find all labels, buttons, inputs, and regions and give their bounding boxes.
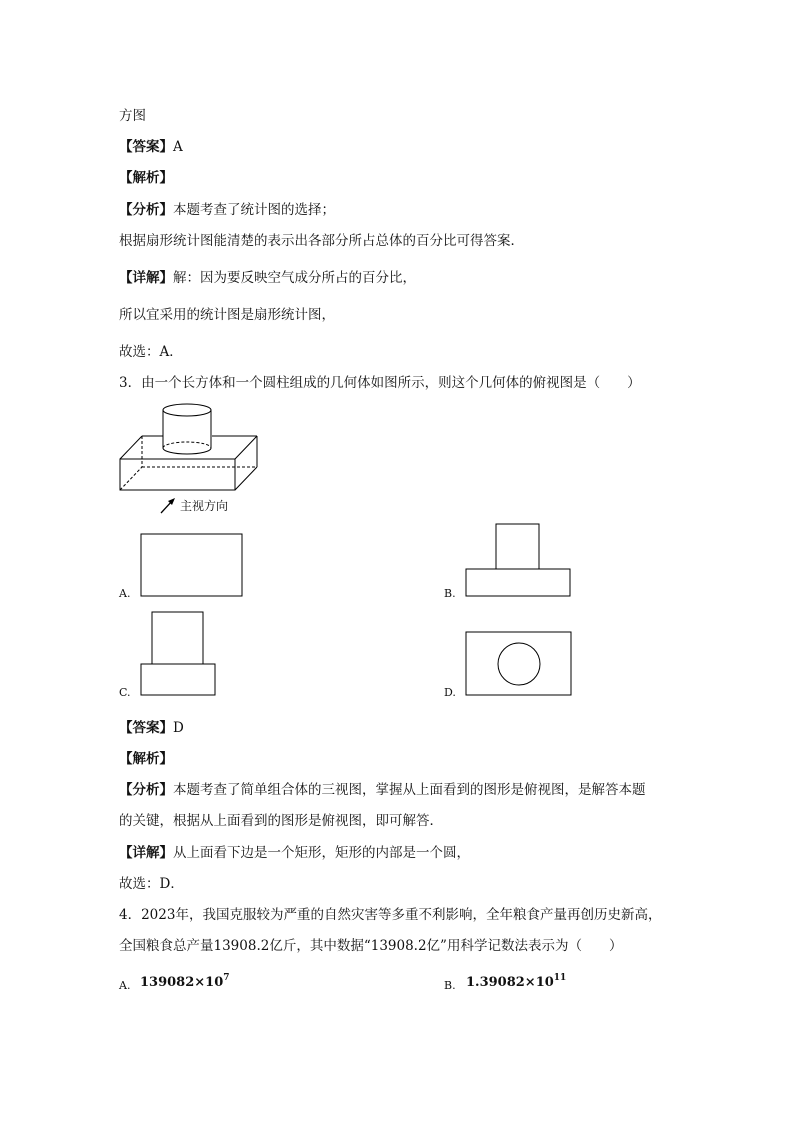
fenxi-text: 本题考查了简单组合体的三视图，掌握从上面看到的图形是俯视图，是解答本题 [173, 782, 646, 798]
option-a-figure [140, 533, 244, 597]
xiangjie-line [119, 266, 416, 286]
question-3-text: 3．由一个长方体和一个圆柱组成的几何体如图所示，则这个几何体的俯视图是（ ） [119, 375, 641, 391]
xiangjie-text: 解：因为要反映空气成分所占的百分比， [173, 270, 416, 286]
option-b-expression [466, 973, 566, 990]
fenxi-text: 本题考查了统计图的选择； [173, 202, 335, 218]
xiangjie-text: 从上面看下边是一个矩形，矩形的内部是一个圆， [173, 845, 470, 861]
option-c-label: C. [119, 686, 131, 699]
conclusion: 故选：A． [119, 344, 183, 360]
option-a-label-q4: A. [119, 979, 131, 992]
option-a-expression [140, 973, 230, 990]
option-b-label-q4: B. [444, 979, 456, 992]
paragraph: 的关键，根据从上面看到的图形是俯视图，即可解答． [119, 813, 443, 829]
option-d-label: D. [444, 686, 456, 699]
option-a-label: A. [119, 587, 131, 600]
xiangjie-label: 【详解】 [119, 270, 173, 286]
solid-figure [118, 398, 268, 498]
fenxi-label: 【分析】 [119, 782, 173, 798]
answer-line-q3 [119, 716, 184, 736]
xiangjie-line [119, 841, 470, 861]
paragraph: 根据扇形统计图能清楚的表示出各部分所占总体的百分比可得答案． [119, 233, 524, 249]
question-4-line2: 全国粮食总产量13908.2亿斤，其中数据“13908.2亿”用科学记数法表示为（ ） [119, 938, 623, 954]
answer-value: D [173, 720, 184, 736]
direction-caption: 主视方向 [180, 499, 229, 513]
option-b-mantissa: 1.39082×10 [466, 975, 554, 990]
xiangjie-label: 【详解】 [119, 845, 173, 861]
option-c-figure [140, 611, 218, 697]
paragraph: 所以宜采用的统计图是扇形统计图， [119, 307, 335, 323]
fenxi-line [119, 778, 646, 798]
question-4-line1: 4．2023年，我国克服较为严重的自然灾害等多重不利影响，全年粮食产量再创历史新高， [119, 907, 662, 923]
option-a-exponent: 7 [223, 973, 230, 983]
arrow-icon [158, 496, 178, 516]
option-b-label: B. [444, 587, 456, 600]
option-b-figure [465, 523, 573, 598]
answer-label: 【答案】 [119, 139, 173, 155]
answer-label: 【答案】 [119, 720, 173, 736]
conclusion: 故选：D． [119, 876, 184, 892]
fenxi-line [119, 198, 335, 218]
option-d-figure [465, 631, 573, 697]
answer-value: A [173, 139, 183, 155]
answer-line-q2 [119, 135, 183, 155]
analysis-heading: 【解析】 [119, 170, 173, 186]
analysis-heading: 【解析】 [119, 751, 173, 767]
continued-text: 方图 [119, 108, 146, 124]
option-b-exponent: 11 [553, 973, 567, 983]
option-a-mantissa: 139082×10 [140, 975, 224, 990]
fenxi-label: 【分析】 [119, 202, 173, 218]
